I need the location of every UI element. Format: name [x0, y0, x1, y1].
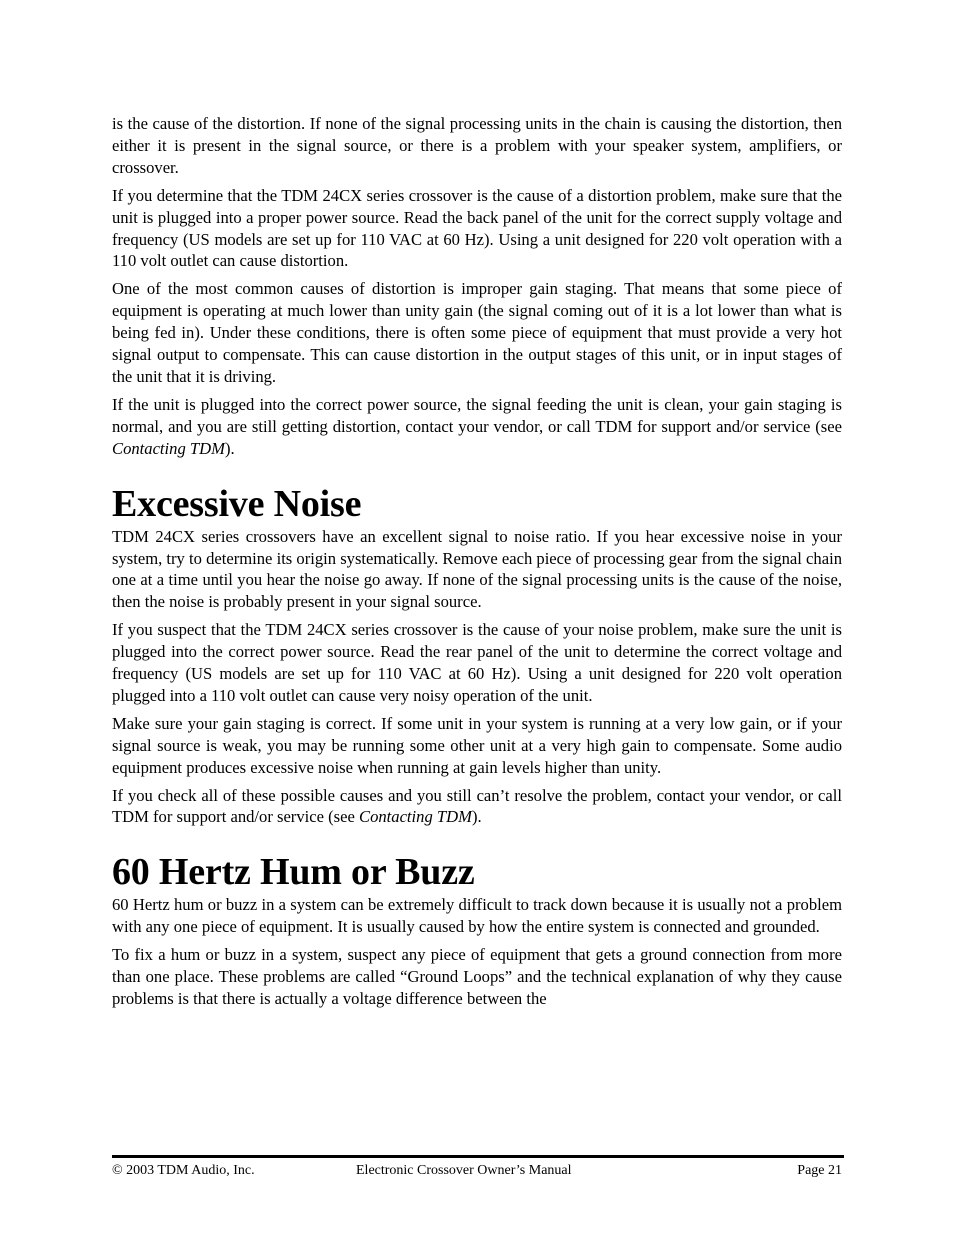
section-heading-60-hertz-hum: 60 Hertz Hum or Buzz — [112, 851, 475, 894]
paragraph: One of the most common causes of distortion is improper gain staging. That means that some piece of equipment is operating at much lower than unity gain (the signal coming out of it is a lot lower than what is being fed in). Under these conditions, there is often some piece of equipment that must provide a very hot signal output to compensate. This can cause distortion in the output stages of this unit, or in input stages of the unit that it is driving. — [112, 279, 842, 386]
paragraph: If you determine that the TDM 24CX series crossover is the cause of a distortion problem, make sure that the unit is plugged into a proper power source. Read the back panel of the unit for the correct supply voltage and frequency (US models are set up for 110 VAC at 60 Hz). Using a unit designed for 220 volt operation with a 110 volt outlet can cause distortion. — [112, 185, 842, 271]
cross-reference-link: Contacting TDM — [112, 438, 225, 458]
paragraph-text: If the unit is plugged into the correct power source, the signal feeding the unit is clean, your gain staging is normal, and you are still getting distortion, contact your vendor, or call TDM for support and/or service (see — [112, 394, 842, 436]
cross-reference-link: Contacting TDM — [359, 807, 472, 827]
paragraph-text: If you check all of these possible causes and you still can’t resolve the problem, contact your vendor, or call TDM for support and/or service (see — [112, 785, 842, 827]
paragraph — [112, 785, 842, 829]
paragraph: Make sure your gain staging is correct. If some unit in your system is running at a very low gain, or if your signal source is weak, you may be running some other unit at a very high gain to compensate. Some audio equipment produces excessive noise when running at gain levels higher than unity. — [112, 713, 842, 777]
footer-page-number: Page 21 — [797, 1163, 842, 1178]
paragraph: If you suspect that the TDM 24CX series crossover is the cause of your noise problem, make sure the unit is plugged into the correct power source. Read the rear panel of the unit to determine the correct voltage and frequency (US models are set up for 110 VAC at 60 Hz). Using a unit designed for 220 volt operation plugged into a 110 volt outlet can cause very noisy operation of the unit. — [112, 620, 842, 705]
paragraph: TDM 24CX series crossovers have an excellent signal to noise ratio. If you hear excessive noise in your system, try to determine its origin systematically. Remove each piece of processing gear from the signal chain one at a time until you hear the noise go away. If none of the signal processing units is the cause of the noise, then the noise is probably present in your signal source. — [112, 526, 842, 612]
paragraph — [112, 394, 842, 460]
page-body — [112, 113, 842, 1016]
section-heading-excessive-noise: Excessive Noise — [112, 482, 362, 525]
paragraph: is the cause of the distortion. If none of the signal processing units in the chain is causing the distortion, then either it is present in the signal source, or there is a problem with your speaker system, amplifiers, or crossover. — [112, 114, 842, 177]
page-footer — [112, 1155, 844, 1186]
paragraph-text: ). — [224, 438, 235, 458]
footer-copyright: © 2003 TDM Audio, Inc. — [112, 1163, 255, 1178]
paragraph-text: ). — [471, 807, 482, 827]
paragraph: 60 Hertz hum or buzz in a system can be extremely difficult to track down because it is usually not a problem with any one piece of equipment. It is usually caused by how the entire system is connected and grounded. — [112, 895, 842, 937]
paragraph: To fix a hum or buzz in a system, suspect any piece of equipment that gets a ground connection from more than one place. These problems are called “Ground Loops” and the technical explanation of why they cause problems is that there is actually a voltage difference between the — [112, 945, 842, 1008]
footer-manual-title: Electronic Crossover Owner’s Manual — [356, 1163, 572, 1178]
